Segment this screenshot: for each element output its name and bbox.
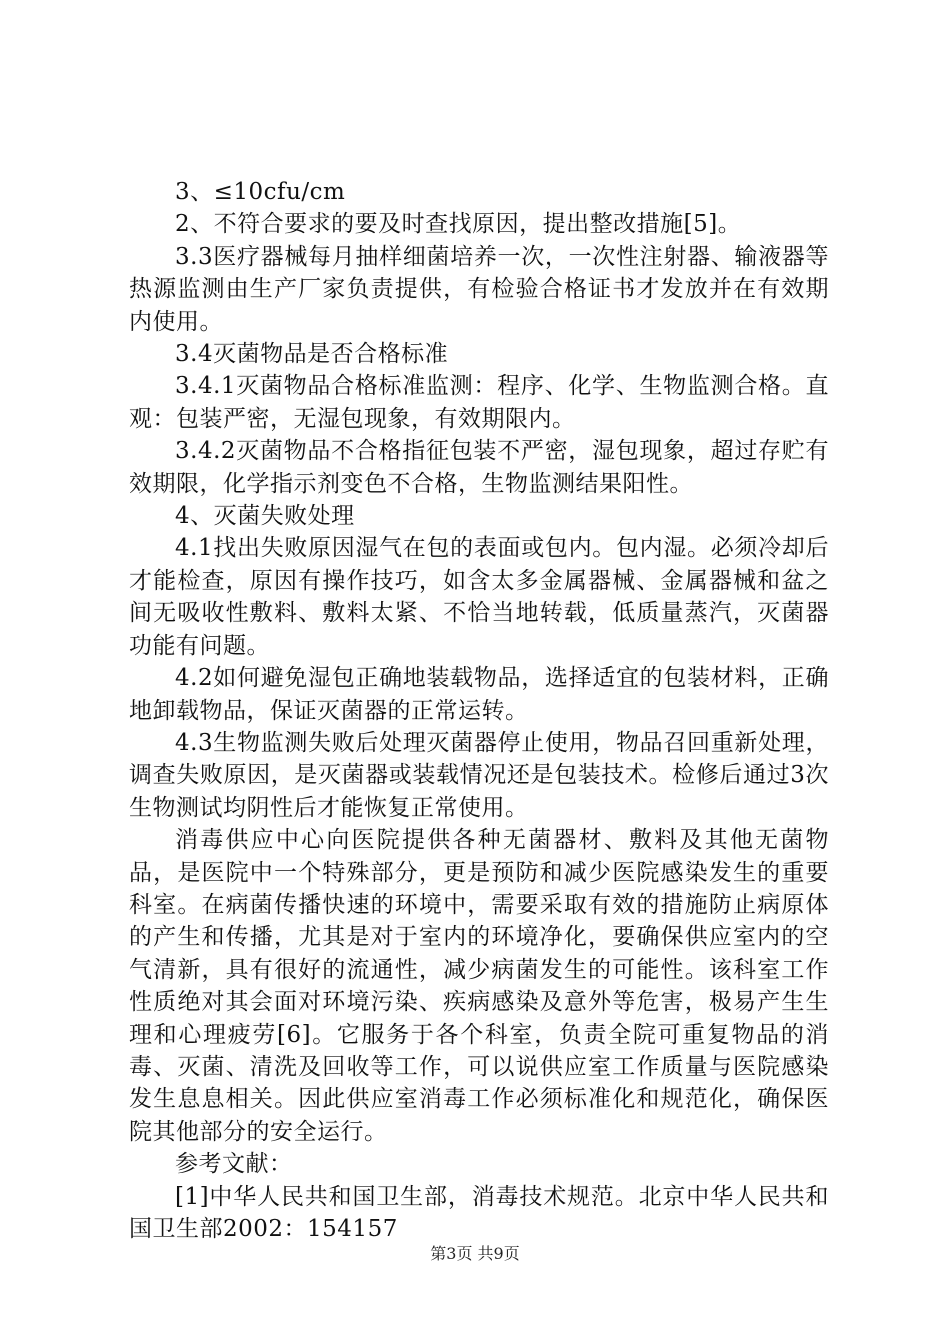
paragraph-4-2-avoid-wet-pack: 4.2如何避免湿包正确地装载物品，选择适宜的包装材料，正确地卸载物品，保证灭菌器的正常运转。 bbox=[129, 665, 829, 724]
page-number: 第3页 共9页 bbox=[430, 1244, 520, 1263]
paragraph-3-4-1-qualified: 3.4.1灭菌物品合格标准监测：程序、化学、生物监测合格。直观：包装严密，无湿包现象，有效期限内。 bbox=[129, 373, 829, 432]
body-text bbox=[129, 176, 829, 1245]
references-heading: 参考文献： bbox=[175, 1151, 293, 1178]
paragraph-3-4-2-unqualified: 3.4.2灭菌物品不合格指征包装不严密，湿包现象，超过存贮有效期限，化学指示剂变色不合格，生物监测结果阳性。 bbox=[129, 438, 829, 497]
reference-item-1: [1]中华人民共和国卫生部，消毒技术规范。北京中华人民共和国卫生部2002：154157 bbox=[129, 1183, 829, 1242]
paragraph-3-4-heading: 3.4灭菌物品是否合格标准 bbox=[175, 341, 449, 368]
paragraph-3-3-instruments: 3.3医疗器械每月抽样细菌培养一次，一次性注射器、输液器等热源监测由生产厂家负责提供，有检验合格证书才发放并在有效期内使用。 bbox=[129, 243, 829, 335]
paragraph-4-heading: 4、灭菌失败处理 bbox=[175, 503, 355, 530]
paragraph-4-3-bio-monitoring: 4.3生物监测失败后处理灭菌器停止使用，物品召回重新处理，调查失败原因，是灭菌器或装载情况还是包装技术。检修后通过3次生物测试均阴性后才能恢复正常使用。 bbox=[129, 729, 829, 821]
paragraph-item-3-limit: 3、≤10cfu/cm bbox=[175, 179, 346, 205]
paragraph-summary: 消毒供应中心向医院提供各种无菌器材、敷料及其他无菌物品，是医院中一个特殊部分，更是预防和减少医院感染发生的重要科室。在病菌传播快速的环境中，需要采取有效的措施防止病原体的产生和传播，尤其是对于室内的环境净化，要确保供应室内的空气清新，具有很好的流通性，减少病菌发生的可能性。该科室工作性质绝对其会面对环境污染、疾病感染及意外等危害，极易产生生理和心理疲劳[6]。它服务于各个科室，负责全院可重复物品的消毒、灭菌、清洗及回收等工作，可以说供应室工作质量与医院感染发生息息相关。因此供应室消毒工作必须标准化和规范化，确保医院其他部分的安全运行。 bbox=[129, 827, 829, 1145]
paragraph-item-2-rectify: 2、不符合要求的要及时查找原因，提出整改措施[5]。 bbox=[175, 211, 742, 238]
paragraph-4-1-causes: 4.1找出失败原因湿气在包的表面或包内。包内湿。必须冷却后才能检查，原因有操作技巧，如含太多金属器械、金属器械和盆之间无吸收性敷料、敷料太紧、不恰当地转载，低质量蒸汽，灭菌器功能有问题。 bbox=[129, 535, 829, 659]
page-footer bbox=[0, 1244, 950, 1264]
